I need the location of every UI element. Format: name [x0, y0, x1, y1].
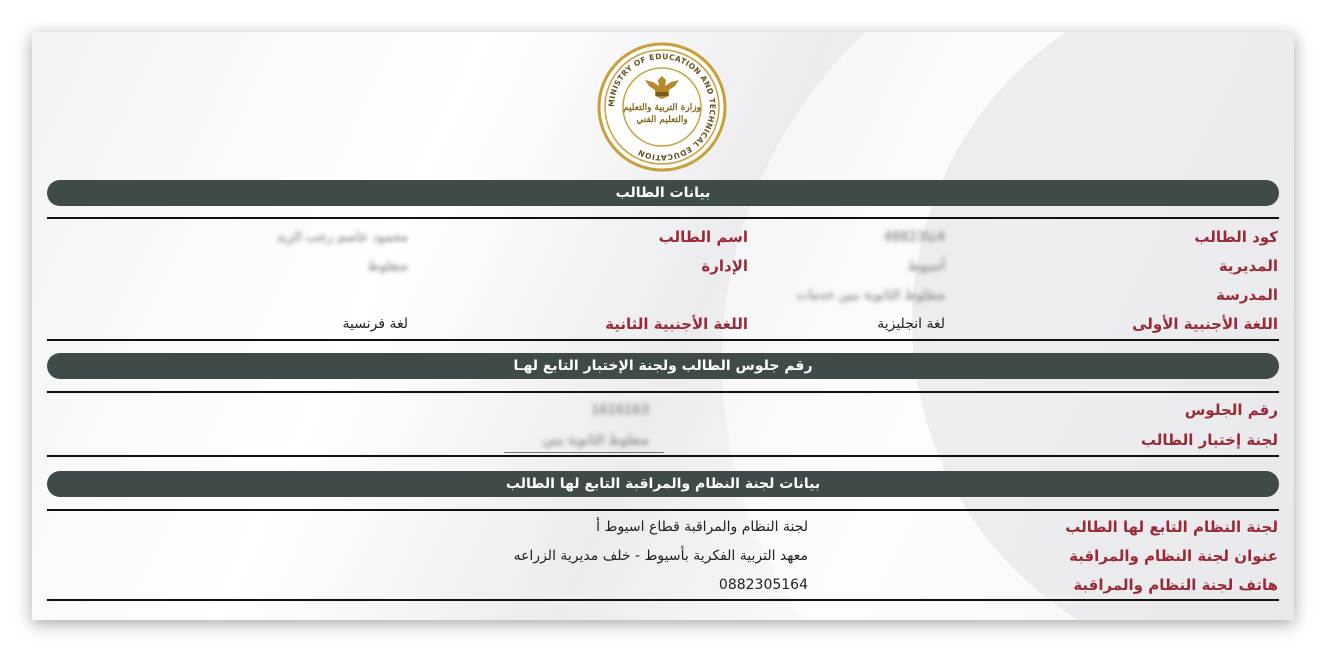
control-phone-label: هاتف لجنة النظام والمراقبة — [1073, 576, 1278, 594]
exam-committee-underline — [504, 452, 664, 453]
second-language-value: لغة فرنسية — [342, 316, 408, 332]
school-value: منفلوط الثانوية بنين خدمات — [796, 288, 945, 303]
divider — [47, 509, 1279, 511]
student-name-value: محمود عاصم رجب الزيد — [276, 230, 408, 245]
logo-ring-text: MINISTRY OF EDUCATION AND TECHNICAL EDUCATION — [606, 51, 718, 163]
control-committee-value: لجنة النظام والمراقبة قطاع اسيوط أ — [596, 519, 808, 535]
second-language-label: اللغة الأجنبية الثانية — [605, 315, 748, 333]
seat-number-value: 1616163 — [591, 403, 649, 418]
student-code-value: 4ثثا48823 — [883, 230, 945, 245]
student-code-label: كود الطالب — [1194, 228, 1278, 246]
divider — [47, 599, 1279, 601]
student-results-card — [32, 32, 1294, 620]
directorate-value: أسيوط — [907, 259, 945, 274]
first-language-label: اللغة الأجنبية الأولى — [1132, 315, 1278, 333]
school-label: المدرسة — [1216, 286, 1278, 304]
student-name-label: اسم الطالب — [658, 228, 748, 246]
seat-number-label: رقم الجلوس — [1184, 401, 1278, 419]
exam-committee-value: منفلوط الثانوية بنين — [542, 433, 649, 448]
directorate-label: المديرية — [1218, 257, 1278, 275]
control-address-label: عنوان لجنة النظام والمراقبة — [1069, 547, 1278, 565]
divider — [47, 217, 1279, 219]
ministry-logo — [597, 42, 727, 172]
administration-label: الإدارة — [701, 257, 748, 275]
divider — [47, 391, 1279, 393]
administration-value: منفلوط — [367, 259, 408, 274]
control-phone-value: 0882305164 — [718, 577, 808, 593]
logo-center-text-1: وزارة التربية والتعليم — [623, 103, 701, 113]
divider — [47, 455, 1279, 457]
section-header-seat: رقم جلوس الطالب ولجنة الإختبار التابع لهـا — [47, 353, 1279, 379]
logo-center-text-2: والتعليم الفني — [636, 115, 688, 125]
first-language-value: لغة انجليزية — [877, 316, 945, 332]
section-header-student: بيانات الطالب — [47, 180, 1279, 206]
exam-committee-label: لجنة إختبار الطالب — [1140, 431, 1278, 449]
divider — [47, 339, 1279, 341]
section-header-control: بيانات لجنة النظام والمراقبة التابع لها الطالب — [47, 471, 1279, 497]
control-committee-label: لجنة النظام التابع لها الطالب — [1065, 518, 1278, 536]
control-address-value: معهد التربية الفكرية بأسيوط - خلف مديرية الزراعه — [513, 548, 808, 564]
